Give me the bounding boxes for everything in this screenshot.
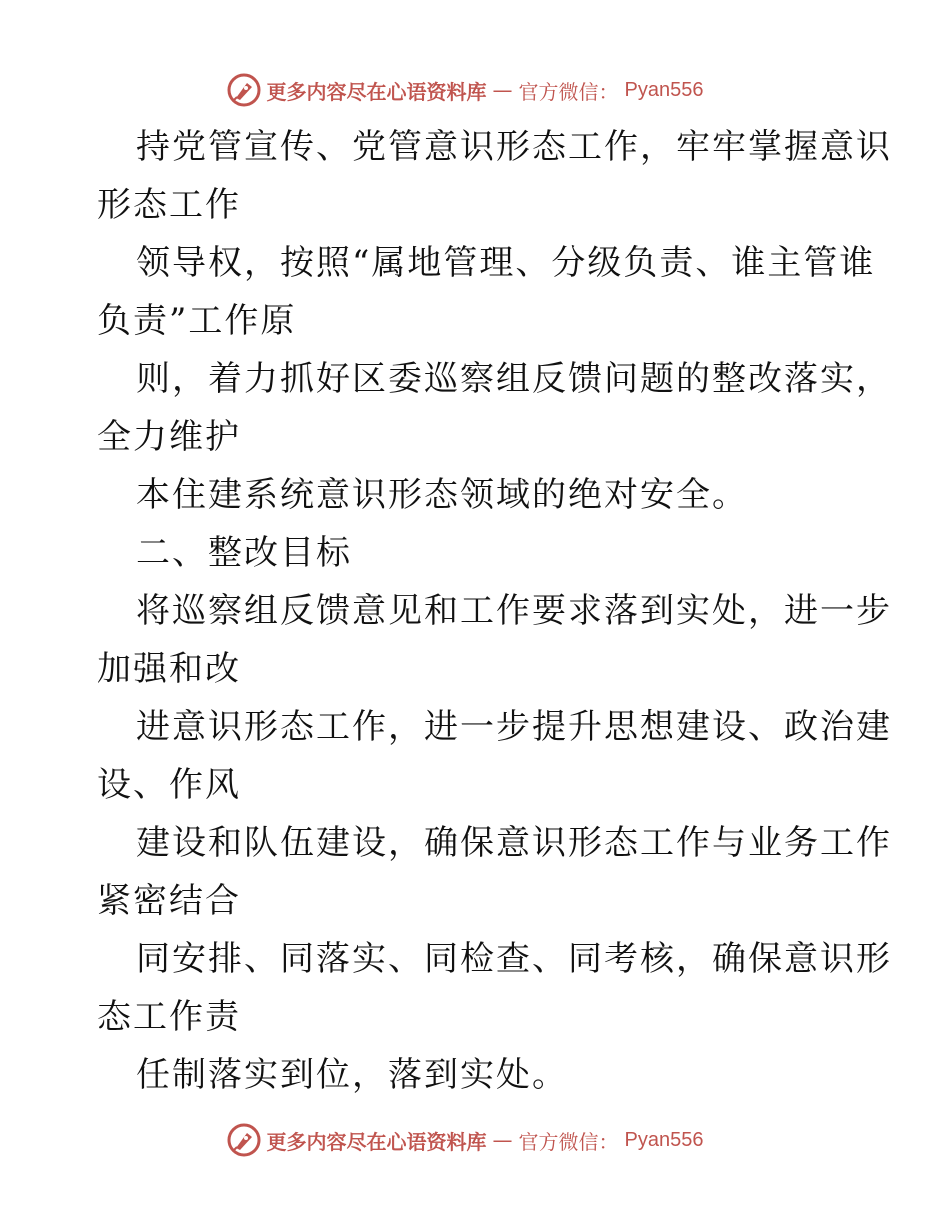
watermark-wechat-id: Pyan556 [624,78,704,101]
header-watermark [0,70,950,110]
body-line: 领导权，按照“属地管理、分级负责、谁主管谁 [136,243,876,283]
body-line: 持党管宣传、党管意识形态工作，牢牢掌握意识 [136,127,892,167]
body-line: 态工作责 [97,997,241,1037]
watermark-wechat-id: Pyan556 [624,1128,704,1151]
body-line: 全力维护 [97,417,241,457]
body-line: 则，着力抓好区委巡察组反馈问题的整改落实， [136,359,892,399]
watermark-wechat-label: 官方微信： [518,1129,619,1154]
watermark-separator: — [492,1128,513,1152]
footer-watermark [0,1120,950,1160]
watermark-wechat-label: 官方微信： [518,79,619,104]
body-line: 加强和改 [97,649,241,689]
pen-nib-logo-icon [227,73,261,107]
body-line: 同安排、同落实、同检查、同考核，确保意识形 [136,939,892,979]
body-line: 任制落实到位，落到实处。 [136,1055,568,1095]
watermark-content [227,1123,704,1157]
watermark-text: 更多内容尽在心语资料库 [266,79,487,104]
body-line: 进意识形态工作，进一步提升思想建设、政治建 [136,707,892,747]
body-line: 形态工作 [97,185,241,225]
body-line: 本住建系统意识形态领域的绝对安全。 [136,475,748,515]
watermark-text: 更多内容尽在心语资料库 [266,1129,487,1154]
body-line: 设、作风 [97,765,241,805]
body-line: 建设和队伍建设，确保意识形态工作与业务工作 [136,823,892,863]
body-line: 紧密结合 [97,881,241,921]
section-heading: 二、整改目标 [136,533,352,573]
watermark-separator: — [492,78,513,102]
body-line: 负责”工作原 [97,301,297,341]
pen-nib-logo-icon [227,1123,261,1157]
watermark-content [227,73,704,107]
body-line: 将巡察组反馈意见和工作要求落到实处，进一步 [136,591,892,631]
